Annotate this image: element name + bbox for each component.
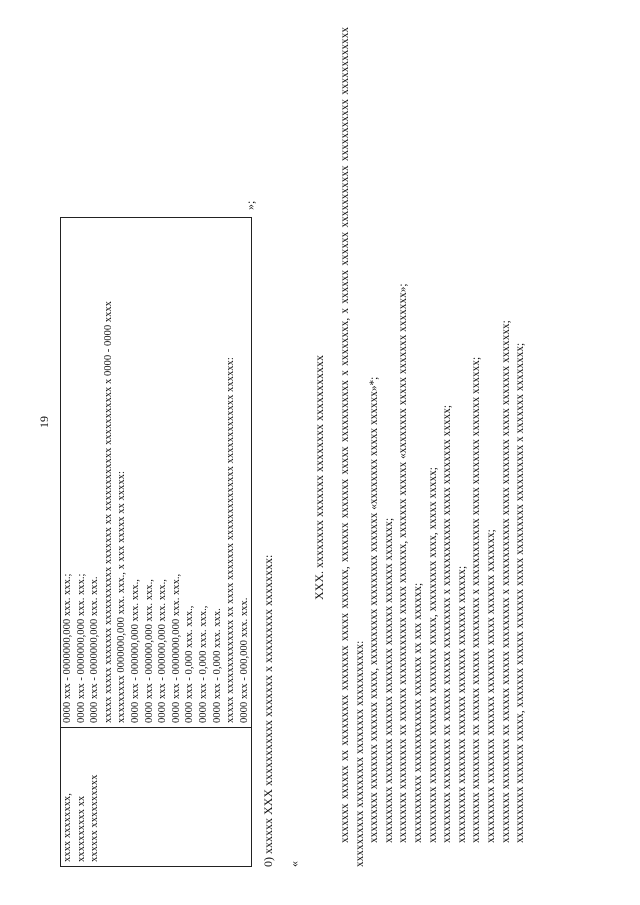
table-value-line: 0000 xxx - 000000,000 xxx. xxx.,: [143, 579, 155, 723]
table-row: [61, 218, 252, 867]
list-item: xxxxxxxxxxxx xxxxxxxxxxxxx xxxxxxx xx xxx xxxxxx;: [411, 582, 424, 843]
opening-quote-mark: «: [287, 861, 301, 867]
section-title: XXX. xxxxxxxx xxxxxxx xxxxxxxx xxxxxxxxxxx: [312, 355, 326, 600]
list-item: xxxxxxxxxx xxxxxxxx xxxxxxx xxxxxxxx xxxxx, xxxxxxxxx xxxx, xxxxx xxxxx;: [426, 467, 439, 843]
table-value-line: xxxxxxxxx 0000000,000 xxx. xxx., x xxx xxxxx xx xxxxx:: [116, 471, 128, 723]
table-value-line: 0000 xxx - 0000000,000 xxx. xxx.,: [170, 573, 182, 723]
section-body: [338, 27, 528, 867]
paragraph: xxxxxxxxxx xxxxxxxx xxxxxxx xxxxxxxx xxxxxxx xxxxxxx xxxxxxx;: [382, 517, 395, 843]
paragraph: xxxxxxx xxxxxx xx xxxxxxxxx xxxxxxxx xxxxx xxxxxxx, xxxxxxx xxxxxxx xxxxx xxxxxxxxxxx x xxxxxxxx, x xxxxxx xxxxxx xxxxxxxxxxx xxxxxxxxxxx xxxxxxxxxxxx xxxxxxxxxx xxxxxxxxx xxxxxxxx xxxxxxxxxxx:: [339, 27, 366, 867]
list-item: xxxxxxxxx xxxxxxxxx xx xxxxxx xxxxxx xxxxxxxxx x xxxxxxxxxxxx xxxxx xxxxxxxx xxxxxxx xxxxxx;: [470, 356, 483, 843]
table-label-line: xxxx xxxxxxxx,: [62, 793, 73, 862]
list-item: xxxxxxxxx xxxxxxxxx xx xxxxxx xxxxxx xxxxxxxxx x xxxxxxxxxxxx xxxxx xxxxxxxx xxxxx xxxxxxx xxxxxxx;: [499, 320, 512, 843]
table-label-cell: [61, 728, 252, 867]
funding-table: [60, 217, 252, 867]
table-value-line: 0000 xxx - 000000,000 xxx. xxx.,: [129, 579, 141, 723]
table-value-line: 0000 xxx - 0,000 xxx. xxx.,: [184, 605, 196, 723]
list-item: xxxxxxxxxx xxxxxxx xxxxx, xxxxxxx xxxxxx xxxxxxx xxxxx xxxxxxxxx xxxxxxxxxx x xxxxxxx xxxxxxxx;: [514, 342, 527, 843]
closing-quote-mark: »;: [243, 200, 257, 210]
table-value-line: 0000 xxx - 0,000 xxx. xxx.,: [197, 605, 209, 723]
table-value-line: 0000 xxx - 0000000,000 xxx. xxx.: [89, 576, 101, 723]
amendment-line: 0) xxxxxx XXX xxxxxxxxxxx xxxxxxx x xxxxxxxxx xxxxxxxx:: [261, 554, 275, 867]
table-value-line: xxxxx xxxxxxxxxxxxxx xx xxxx xxxxxxx xxxxxxxxxxxxxx xxxxxxxxxxxxx xxxxxx:: [225, 357, 237, 723]
paragraph: xxxxxxxxx xxxxxxxxx xx xxxxxx xxxxxxxxxxxx xxxxx xxxxxxx, xxxxxxx xxxxxx «xxxxxxxx xxxxx xxxxxxx xxxxxxx»;: [397, 283, 410, 843]
list-item: xxxxxxxxxx xxxxxxxx xxxxxxx xxxxxxxx xxxxxxx xxxxxx;: [455, 565, 468, 843]
table-value-cell: [61, 218, 252, 728]
list-item: xxxxxxxxx xxxxxxxxx xx xxxxxx xxxxxx xxxxxxxxx x xxxxxxxxxxxx xxxxx xxxxxxxx xxxxx;: [441, 404, 454, 843]
table-value-line: 0000 xxx - 000,000 xxx. xxx.: [238, 597, 250, 723]
table-value-line: xxxxx xxxxx xxxxxxx xxxxxxxxxxx xxxxxxx xx xxxxxxxxxxxx xxxxxxxxxxx x 0000 - 0000 xxxx: [102, 301, 114, 723]
table-value-line: 0000 xxx - 000000,000 xxx. xxx.,: [157, 579, 169, 723]
paragraph: xxxxxxxxx xxxxxxxx xxxxxxx xxxxx, xxxxxxxxxx xxxxxxxxx xxxxxxx «xxxxxxxx xxxxx xxxxxx»*;: [368, 376, 381, 843]
table-label-line: xxxxxxxxxx xx: [75, 795, 87, 862]
table-value-line: 0000 xxx - 0000000,000 xxx. xxx.;: [62, 573, 73, 723]
table-value-line: 0000 xxx - 0000000,000 xxx. xxx.;: [75, 573, 87, 723]
list-item: xxxxxxxxxx xxxxxxxx xxxxxxx xxxxxxxx xxxxx xxxxxxx xxxxxxx;: [484, 529, 497, 843]
table-label-line: xxxxxx xxxxxxxxxx: [89, 774, 101, 862]
page-number: 19: [37, 416, 51, 428]
table-value-line: 0000 xxx - 0,000 xxx. xxx.: [211, 608, 223, 723]
